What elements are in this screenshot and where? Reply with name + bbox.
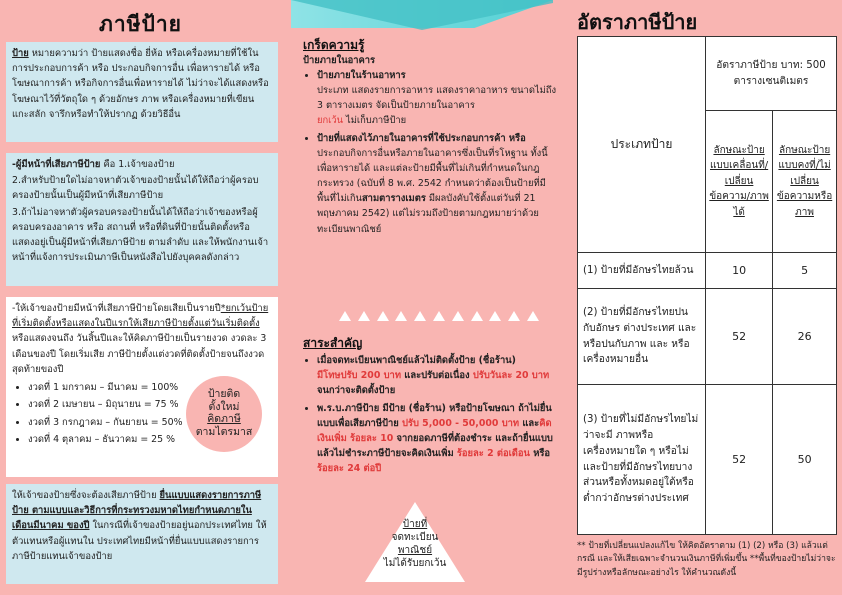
column-tax-rates bbox=[567, 0, 842, 595]
taxpayer-heading: -ผู้มีหน้าที่เสียภาษีป้าย bbox=[12, 159, 101, 170]
restaurant-text: ประเภท แสดงรายการอาหาร แสดงราคาอาหาร ขนาดไม่ถึง 3 ตารางเมตร จัดเป็นป้ายภายในอาคาร bbox=[317, 85, 557, 112]
fixed-sign-header: ลักษณะป้ายแบบคงที่/ไม่เปลี่ยนข้อความหรือภาพ bbox=[773, 111, 837, 253]
act-mid-2: จากยอดภาษีที่ต้องชำระ และถ้ายื่นแบบแล้วไม่ชำระภาษีป้ายจะคิดเงินเพิ่ม bbox=[317, 433, 553, 460]
rate-footnote: ** ป้ายที่เปลี่ยนแปลงแก้ไข ให้คิดอัตราตาม (1) (2) หรือ (3) แล้วแต่กรณี และให้เสียเฉพาะจำนวนเงินภาษีที่เพิ่มขึ้น **พื้นที่ของป้ายไม่ว่าจะมีรูปร่างหรือลักษณะอย่างไร ให้คำนวณดังนี้ bbox=[577, 541, 836, 578]
knowledge-title: เกร็ดความรู้ bbox=[303, 38, 365, 52]
definition-term: ป้าย bbox=[12, 48, 29, 59]
table-row bbox=[578, 385, 837, 535]
sign-definition-box bbox=[6, 42, 278, 142]
rate-fixed: 50 bbox=[773, 385, 837, 535]
sign-type-label: (3) ป้ายที่ไม่มีอักษรไทยไม่ว่าจะมี ภาพหรือเครื่องหมายใด ๆ หรือไม่ และป้ายที่มีอักษรไทยบางส่วนหรือทั้งหมดอยู่ใต้หรือต่ำกว่าอักษรต่างประเทศ bbox=[578, 385, 706, 535]
act-mid: และ bbox=[519, 418, 540, 430]
rate-fixed: 5 bbox=[773, 253, 837, 289]
quarter-item: • งวดที่ 2 เมษายน – มิถุนายน = 75 % bbox=[28, 397, 272, 412]
page-title: ภาษีป้าย bbox=[99, 12, 182, 36]
fine-mid: และปรับต่อเนื่อง bbox=[401, 370, 473, 382]
rate-header: อัตราภาษีป้าย บาท: 500 ตารางเซนติเมตร bbox=[706, 37, 837, 111]
registered-sign-note bbox=[365, 518, 465, 570]
tri-line: พาณิชย์ bbox=[397, 545, 433, 556]
new-sign-quarter-circle bbox=[186, 376, 262, 452]
taxpayer-item-3: 3.ถ้าไม่อาจหาตัวผู้ครอบครองป้ายนั้นได้ให้ถือว่าเจ้าของหรือผู้ครอบครองอาคาร หรือ สถานที่ หรือที่ดินที่ป้ายนั้นติดตั้งหรือแสดงอยู่เป็นผู้มีหน้าที่เสียภาษีป้าย ตามลำดับ และให้พนักงานเจ้าหน้าที่แจ้งการประเมินภาษีเป็นหนังสือไปยังบุคคลดังกล่าว bbox=[12, 206, 269, 264]
new-sign-lead: -ให้เจ้าของป้ายมีหน้าที่เสียภาษีป้ายโดยเสียเป็นรายปี bbox=[12, 303, 221, 314]
filing-lead: ให้เจ้าของป้ายซึ่งจะต้องเสียภาษีป้าย bbox=[12, 490, 160, 501]
tri-line: ไม่ได้รับยกเว้น bbox=[383, 558, 447, 569]
daily-fine: ปรับวันละ 20 บาท bbox=[472, 370, 550, 382]
filing-deadline: ยื่นแบบแสดงรายการภาษีป้าย ตามแบบและวิธีการที่กระทรวงมหาดไทยกำหนดภายในเดือนมีนาคม ของปี bbox=[12, 490, 262, 532]
column-knowledge bbox=[281, 0, 567, 595]
business-building-text: ประกอบกิจการอื่นหรือภายในอาคารซึ่งเป็นที่รโหฐาน ทั้งนี้เพื่อหารายได้ และแต่ละป้ายมีพื้นที่ไม่เกินที่กำหนดในกฎกระทรวง (ฉบับที่ 8 พ.ศ. 2542 กำหนดว่าต้องเป็นป้ายที่มีพื้นที่ไม่เกิน bbox=[317, 148, 548, 205]
table-row bbox=[578, 289, 837, 385]
yearly-surcharge: ร้อยละ 24 ต่อปี bbox=[317, 463, 382, 475]
definition-text: หมายความว่า ป้ายแสดงชื่อ ยี่ห้อ หรือเครื่องหมายที่ใช้ในการประกอบการค้า หรือ ประกอบกิจการอื่น เพื่อหารายได้ หรือโฆษณาการค้า หรือกิจการอื่นเพื่อหารายได้ ไม่ว่าจะได้แสดงหรือโฆษณาไว้ที่วัตถุใด ๆ ด้วยอักษร ภาพ หรือเครื่องหมายที่เขียน แกะสลัก จารึกหรือทำให้ปรากฏ ด้วยวิธีอื่น bbox=[12, 48, 269, 120]
restaurant-heading: ป้ายภายในร้านอาหาร bbox=[317, 70, 406, 82]
circle-line: ป้ายติด bbox=[207, 388, 241, 400]
registration-heading: เมื่อจดทะเบียนพาณิชย์แล้วไม่ติดตั้งป้าย (ชื่อร้าน) bbox=[317, 355, 516, 366]
table-row bbox=[578, 253, 837, 289]
circle-line: ตามไตรมาส bbox=[195, 425, 253, 438]
sign-type-label: (1) ป้ายที่มีอักษรไทยล้วน bbox=[578, 253, 706, 289]
filing-box bbox=[6, 484, 278, 584]
taxpayer-item-2: 2.สำหรับป้ายใดไม่อาจหาตัวเจ้าของป้ายนั้นได้ให้ถือว่าผู้ครอบครองป้ายนั้นเป็นผู้มีหน้าที่เสียภาษีป้าย bbox=[12, 175, 259, 202]
essence-body bbox=[303, 353, 561, 479]
column-tax-intro bbox=[0, 0, 281, 595]
business-building-heading: ป้ายที่แสดงไว้ภายในอาคารที่ใช้ประกอบการค้า หรือ bbox=[317, 133, 526, 145]
area-limit: สามตารางเมตร bbox=[361, 193, 426, 205]
rate-fixed: 26 bbox=[773, 289, 837, 385]
act-fine: ปรับ 5,000 - 50,000 บาท bbox=[401, 418, 520, 430]
taxpayer-item-1: คือ 1.เจ้าของป้าย bbox=[100, 159, 175, 170]
decorative-triangle-row bbox=[339, 311, 539, 321]
rates-title: อัตราภาษีป้าย bbox=[577, 10, 698, 34]
act-surcharge: คิดเงินเพิ่ม ร้อยละ 10 bbox=[317, 418, 552, 445]
exception-label: ยกเว้น bbox=[317, 115, 344, 127]
circle-line: คิดภาษี bbox=[207, 413, 241, 426]
business-building-text-2: มีผลบังคับใช้ตั้งแต่วันที่ 21 พฤษภาคม 2542) แต่ไม่รวมถึงป้ายตามกฎหมายว่าด้วยทะเบียนพาณิชย์ bbox=[317, 193, 539, 235]
new-sign-exception: *ยกเว้นป้ายที่เริ่มติดตั้งหรือแสดงในปีแรกให้เสียภาษีป้ายตั้งแต่วันเริ่มติดตั้ง bbox=[12, 303, 269, 330]
rate-movable: 10 bbox=[706, 253, 773, 289]
movable-sign-header: ลักษณะป้ายแบบเคลื่อนที่/เปลี่ยนข้อความ/ภาพได้ bbox=[706, 111, 773, 253]
monthly-surcharge: ร้อยละ 2 ต่อเดือน bbox=[456, 448, 530, 460]
quarter-item: • งวดที่ 3 กรกฎาคม – กันยายน = 50% bbox=[28, 415, 272, 430]
knowledge-body bbox=[303, 53, 561, 240]
building-subtitle: ป้ายภายในอาคาร bbox=[303, 55, 376, 66]
quarter-item: • งวดที่ 1 มกราคม – มีนาคม = 100% bbox=[28, 380, 272, 395]
taxpayer-box bbox=[6, 153, 278, 286]
rate-movable: 52 bbox=[706, 289, 773, 385]
act-or: หรือ bbox=[529, 448, 551, 460]
quarter-item: • งวดที่ 4 ตุลาคม – ธันวาคม = 25 % bbox=[28, 432, 272, 447]
fine-amount: มีโทษปรับ 200 บาท bbox=[317, 370, 402, 382]
type-header: ประเภทป้าย bbox=[578, 37, 706, 253]
act-heading: พ.ร.บ.ภาษีป้าย มีป้าย (ชื่อร้าน) หรือป้ายโฆษณา ถ้าไม่ยื่นแบบเพื่อเสียภาษีป้าย bbox=[317, 403, 552, 430]
tri-line: ป้ายที่ bbox=[402, 519, 428, 530]
circle-line: ตั้งใหม่ bbox=[208, 400, 240, 413]
fine-end: จนกว่าจะติดตั้งป้าย bbox=[317, 385, 396, 397]
sign-type-label: (2) ป้ายที่มีอักษรไทยปนกับอักษร ต่างประเทศ และหรือปนกับภาพ และ หรือเครื่องหมายอื่น bbox=[578, 289, 706, 385]
tri-line: จดทะเบียน bbox=[391, 532, 439, 543]
filing-rest: ในกรณีที่เจ้าของป้ายอยู่นอกประเทศไทย ให้ตัวแทนหรือผู้แทนใน ประเทศไทยมีหน้าที่ยื่นแบบแสดงรายการภาษีป้ายแทนเจ้าของป้าย bbox=[12, 520, 267, 562]
new-sign-rest: หรือแสดงจนถึง วันสิ้นปีและให้คิดภาษีป้ายเป็นรายงวด งวดละ 3 เดือนของปี โดยเริ่มเสีย ภาษีป้ายตั้งแต่งวดที่ติดตั้งป้ายจนถึงงวดสุดท้ายของปี bbox=[12, 333, 267, 375]
rate-movable: 52 bbox=[706, 385, 773, 535]
essence-title: สาระสำคัญ bbox=[303, 336, 363, 350]
exception-rest: ไม่เก็บภาษีป้าย bbox=[343, 115, 407, 127]
tax-rate-table bbox=[577, 36, 837, 535]
